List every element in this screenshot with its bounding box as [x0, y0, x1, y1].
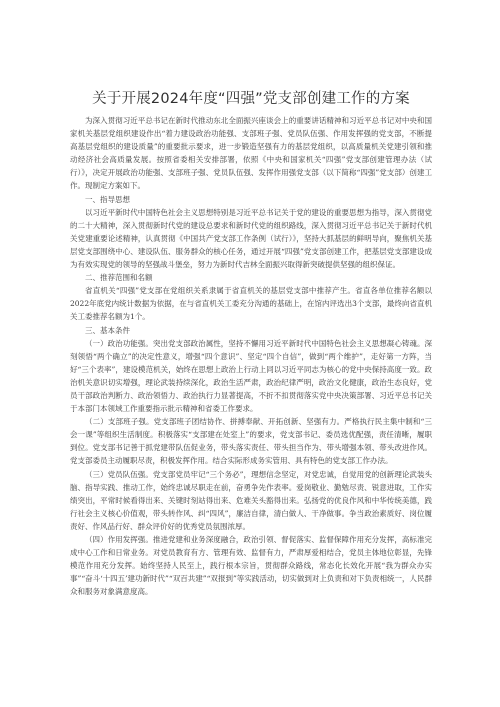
condition-member-ranks: （三）党员队伍强。党支部党员牢记“三个务必”，理想信念坚定，对党忠诚，自觉用党的创新理论武装头脑、指导实践、推动工作，始终忠诚尽职走在前，奋勇争先作表率。爱岗敬业、勤勉尽责、锐意进取，工作实绩突出，平常时候看得出来、关键时刻站得出来、危难关头豁得出来。弘扬党的优良作风和中华传统美德，践行社会主义核心价值观，带头转作风、纠“四风”，廉洁自律，清白做人、干净做事。争当政治素质好、岗位履责好、作风品行好、群众评价好的优秀党员氛围浓厚。 [70, 469, 432, 531]
intro-paragraph: 为深入贯彻习近平总书记在新时代推动东北全面振兴座谈会上的重要讲话精神和习近平总书记对中央和国家机关基层党组织建设作出“着力建设政治功能强、支部班子强、党员队伍强、作用发挥强的党支部，不断提高基层党组织的建设质量”的重要批示要求，进一步锻造坚强有力的基层党组织，以高质量机关党建引领和推动经济社会高质量发展。按照省委相关安排部署，依照《中央和国家机关“四强”党支部创建管理办法（试行）》，决定开展政治功能强、支部班子强、党员队伍强、发挥作用强党支部（以下简称“四强”党支部）创建工作。现制定方案如下。 [70, 116, 432, 191]
document-title: 关于开展2024年度“四强”党支部创建工作的方案 [92, 91, 410, 107]
condition-political-function: （一）政治功能强。突出党支部政治属性，坚持不懈用习近平新时代中国特色社会主义思想凝心铸魂。深刻领悟“两个确立”的决定性意义，增强“四个意识”、坚定“四个自信”，做到“两个维护”，走好第一方阵，当好“三个表率”，建设模范机关，始终在思想上政治上行动上同以习近平同志为核心的党中央保持高度一致。政治机关意识切实增强，理论武装持续深化，政治生活严肃，政治纪律严明，政治文化健康，政治生态良好，党员干部政治判断力、政治领悟力、政治执行力显著提高，不折不扣贯彻落实党中央决策部署、习近平总书记关于本部门本领域工作重要指示批示精神和省委工作要求。 [70, 338, 432, 414]
section-2-paragraph: 省直机关“四强”党支部在党组织关系隶属于省直机关的基层党支部中推荐产生。省直各单位推荐名额以2022年底党内统计数据为依据，在与省直机关工委充分沟通的基础上，在馆内评选出3个支部，最终向省直机关工委推荐名额为1个。 [70, 286, 432, 322]
condition-branch-team: （二）支部班子强。党支部班子团结协作、拼搏奉献、开拓创新、坚强有力。严格执行民主集中制和“三会一课”等组织生活制度。积极落实“支部建在处室上”的要求，党支部书记、委员选优配强，责任清晰，履职到位。党支部书记善于抓党建带队伍促业务，带头落实责任、带头担当作为、带头增强本领、带头改进作风。党支部委员主动履职尽责，积极发挥作用。结合实际形成务实管用、具有特色的党支部工作办法。 [70, 417, 432, 466]
section-1-heading: 一、指导思想 [85, 194, 130, 204]
section-2-heading: 二、推荐范围和名额 [85, 273, 153, 283]
condition-role-playing: （四）作用发挥强。推进党建和业务深度融合，政治引领、督促落实、监督保障作用充分发挥，高标准完成中心工作和日常业务。对党员教育有方、管理有效、监督有力，严肃厚爱相结合，党员主体地位彰显，先锋模范作用充分发挥。始终坚持人民至上，践行根本宗旨，贯彻群众路线，常态化长效化开展“我为群众办实事”“奋斗‘十四五’建功新时代”“双百共建”“双报到”等实践活动，切实做到对上负责和对下负责相统一，人民群众和服务对象满意度高。 [70, 535, 432, 597]
section-1-paragraph: 以习近平新时代中国特色社会主义思想特别是习近平总书记关于党的建设的重要思想为指导，深入贯彻党的二十大精神，深入贯彻新时代党的建设总要求和新时代党的组织路线，深入贯彻习近平总书记关于新时代机关党建重要论述精神，认真贯彻《中国共产党支部工作条例（试行）》，坚持大抓基层的鲜明导向，聚焦机关基层党支部围绕中心、建设队伍、服务群众的核心任务，通过开展“四强”党支部创建工作，把基层党支部建设成为有效实现党的领导的坚强战斗堡垒，努力为新时代吉林全面振兴取得新突破提供坚强的组织保证。 [70, 207, 432, 270]
section-3-heading: 三、基本条件 [85, 325, 130, 335]
